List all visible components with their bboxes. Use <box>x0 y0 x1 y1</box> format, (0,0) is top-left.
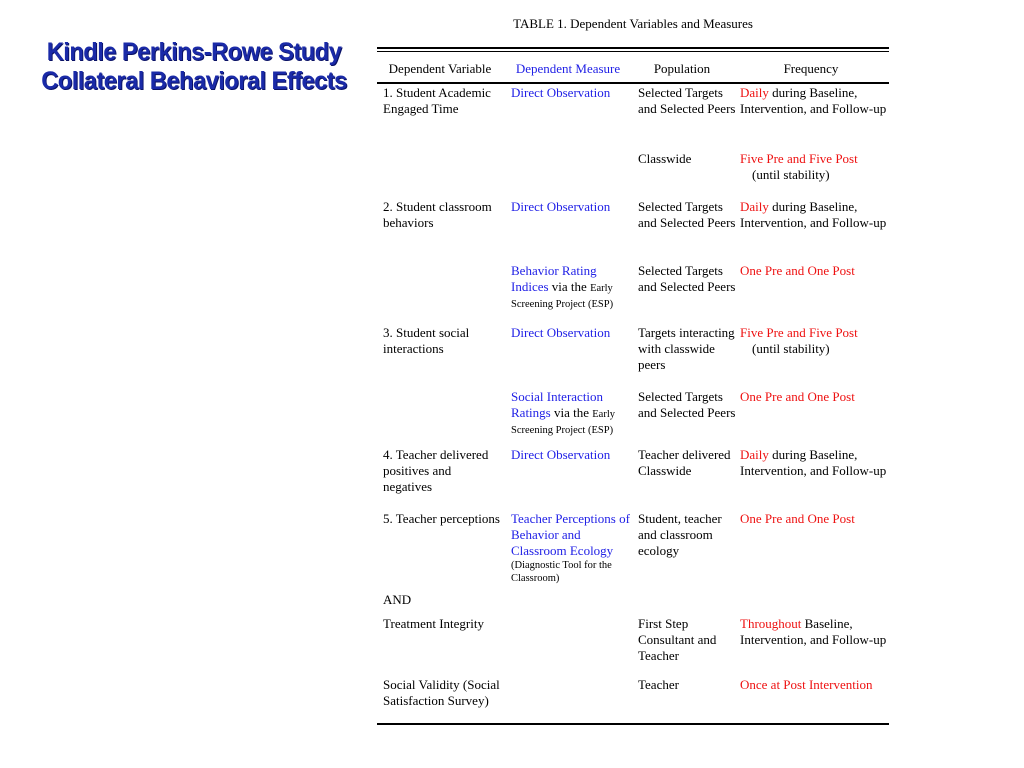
row2-frequency-rest: during Baseline, Intervention, and Follow-up <box>740 199 887 230</box>
row2b-frequency: One Pre and One Post <box>740 263 855 278</box>
row3b-measure-name: Social Interaction Ratings <box>511 389 604 420</box>
row2b-measure-name: Behavior Rating Indices <box>511 263 597 294</box>
header-frequency: Frequency <box>783 61 839 76</box>
row5-measure <box>511 511 631 585</box>
row4-frequency-highlight: Daily <box>740 447 769 462</box>
table-top-rule <box>377 47 889 49</box>
row1b-frequency <box>740 151 890 183</box>
row6-frequency-highlight: Throughout <box>740 616 802 631</box>
study-title <box>10 38 379 96</box>
row4-measure: Direct Observation <box>511 447 611 462</box>
row7-frequency: Once at Post Intervention <box>740 677 873 692</box>
row1b-frequency-rest: (until stability) <box>752 167 830 182</box>
row4-variable: 4. Teacher delivered positives and negatives <box>383 447 489 494</box>
row1-frequency-rest: during Baseline, Intervention, and Follow-up <box>740 85 887 116</box>
row4-population: Teacher delivered Classwide <box>638 447 731 478</box>
row7-variable: Social Validity (Social Satisfaction Survey) <box>383 677 500 708</box>
row3b-population: Selected Targets and Selected Peers <box>638 389 736 420</box>
table-caption: TABLE 1. Dependent Variables and Measures <box>513 16 753 31</box>
row3-frequency-highlight: Five Pre and Five Post <box>740 325 858 340</box>
table-bottom-rule <box>377 723 889 725</box>
row1-measure: Direct Observation <box>511 85 611 100</box>
row6-frequency <box>740 616 890 648</box>
row1b-population: Classwide <box>638 151 692 166</box>
row3-population: Targets interacting with classwide peers <box>638 325 735 372</box>
row2-frequency-highlight: Daily <box>740 199 769 214</box>
table-top-rule-inner <box>377 51 889 52</box>
and-label: AND <box>383 592 412 607</box>
row1-frequency-highlight: Daily <box>740 85 769 100</box>
row5-variable: 5. Teacher perceptions <box>383 511 500 526</box>
row4-frequency-rest: during Baseline, Intervention, and Follow-up <box>740 447 887 478</box>
row6-variable: Treatment Integrity <box>383 616 484 631</box>
row3-variable: 3. Student social interactions <box>383 325 470 356</box>
row5-measure-source: (Diagnostic Tool for the Classroom) <box>511 560 612 584</box>
row4-frequency <box>740 447 890 479</box>
row1b-frequency-highlight: Five Pre and Five Post <box>740 151 858 166</box>
row1-frequency <box>740 85 890 117</box>
row3b-measure-source: Early Screening Project (ESP) <box>511 409 615 436</box>
header-dependent-variable: Dependent Variable <box>388 61 492 76</box>
row3b-measure-via: via the <box>550 405 593 420</box>
study-title-line-2: Collateral Behavioral Effects <box>41 67 347 95</box>
row2b-population: Selected Targets and Selected Peers <box>638 263 736 294</box>
row3-frequency <box>740 325 890 357</box>
row3-measure: Direct Observation <box>511 325 611 340</box>
row2b-measure-via: via the <box>548 279 591 294</box>
row5-frequency: One Pre and One Post <box>740 511 855 526</box>
row3-frequency-rest: (until stability) <box>752 341 830 356</box>
row7-population: Teacher <box>638 677 679 692</box>
header-bottom-rule <box>377 82 889 84</box>
row3b-measure <box>511 389 631 437</box>
row1-variable: 1. Student Academic Engaged Time <box>383 85 491 116</box>
row3b-frequency: One Pre and One Post <box>740 389 855 404</box>
row1-population: Selected Targets and Selected Peers <box>638 85 736 116</box>
row5-population: Student, teacher and classroom ecology <box>638 511 722 558</box>
header-dependent-measure: Dependent Measure <box>515 61 621 76</box>
row6-frequency-rest: Baseline, Intervention, and Follow-up <box>740 616 887 647</box>
row2b-measure-source: Early Screening Project (ESP) <box>511 283 614 310</box>
row6-population: First Step Consultant and Teacher <box>638 616 717 663</box>
row2-population: Selected Targets and Selected Peers <box>638 199 736 230</box>
row2-measure: Direct Observation <box>511 199 611 214</box>
study-title-line-1: Kindle Perkins-Rowe Study <box>46 38 342 66</box>
header-population: Population <box>653 61 711 76</box>
row2-frequency <box>740 199 890 231</box>
row2b-measure <box>511 263 631 311</box>
row2-variable: 2. Student classroom behaviors <box>383 199 492 230</box>
row5-measure-name: Teacher Perceptions of Behavior and Classroom Ecology <box>511 511 630 558</box>
